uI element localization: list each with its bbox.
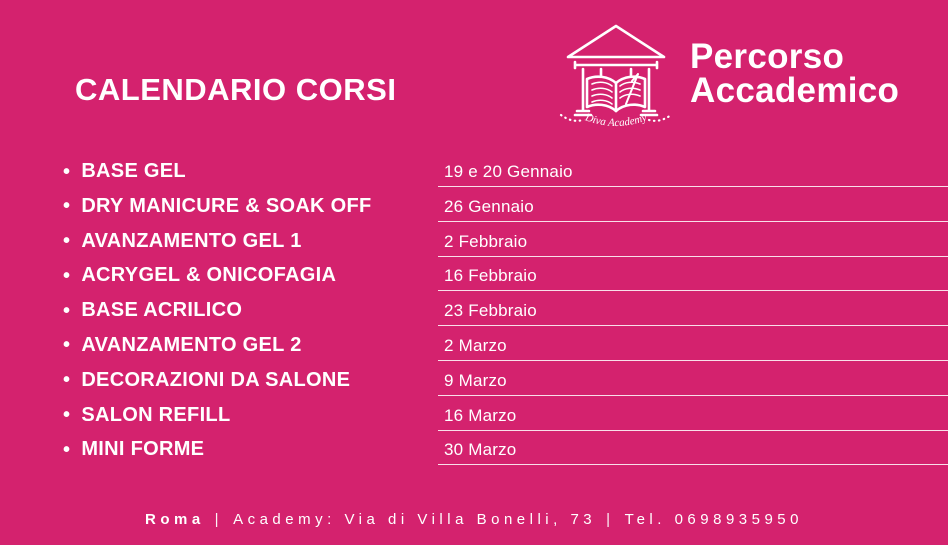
footer-phone: Tel. 0698935950 [624,511,803,528]
course-name-label: MINI FORME [81,438,205,461]
logo-caption-text: Diva Academy [583,111,649,130]
bullet-icon: • [63,299,71,322]
brand-wordmark [690,37,900,110]
course-name [63,260,336,291]
course-name [63,156,186,187]
bullet-icon: • [63,404,71,427]
footer [0,511,948,528]
bullet-icon: • [63,334,71,357]
course-row [63,156,948,191]
course-row [63,260,948,295]
course-name [63,400,230,431]
footer-address: Academy: Via di Villa Bonelli, 73 [233,511,597,528]
course-name [63,434,204,465]
course-name-label: DECORAZIONI DA SALONE [81,368,351,391]
course-name [63,191,372,222]
course-date: 19 e 20 Gennaio [438,158,948,187]
course-row [63,365,948,400]
diva-academy-logo-icon [556,18,676,138]
course-name-label: AVANZAMENTO GEL 1 [81,229,302,252]
course-date: 16 Marzo [438,402,948,431]
brand [556,18,899,138]
course-name-label: ACRYGEL & ONICOFAGIA [81,264,337,287]
logo-roof [568,26,664,57]
course-row [63,226,948,261]
course-date: 26 Gennaio [438,193,948,222]
course-date: 2 Febbraio [438,228,948,257]
page-title: CALENDARIO CORSI [75,72,397,107]
footer-separator: | [606,511,615,528]
course-name-label: DRY MANICURE & SOAK OFF [81,194,372,217]
course-date: 9 Marzo [438,367,948,396]
course-date: 23 Febbraio [438,297,948,326]
logo-beam [575,62,657,68]
course-date: 16 Febbraio [438,262,948,291]
course-row [63,400,948,435]
course-name-label: AVANZAMENTO GEL 2 [81,333,302,356]
bullet-icon: • [63,230,71,253]
bullet-icon: • [63,264,71,287]
course-row [63,330,948,365]
course-row [63,295,948,330]
brand-line-2: Accademico [690,71,900,110]
footer-separator: | [214,511,224,528]
bullet-icon: • [63,160,71,183]
course-name-label: SALON REFILL [81,403,231,426]
bullet-icon: • [63,438,71,461]
course-name-label: BASE ACRILICO [81,299,243,322]
course-name [63,226,302,257]
course-row [63,191,948,226]
course-date: 2 Marzo [438,332,948,361]
bullet-icon: • [63,195,71,218]
bullet-icon: • [63,369,71,392]
footer-city: Roma [144,511,205,528]
course-name [63,330,302,361]
course-list [63,156,948,469]
course-row [63,434,948,469]
course-date: 30 Marzo [438,436,948,465]
course-name [63,295,242,326]
brand-line-1: Percorso [690,37,845,76]
course-name-label: BASE GEL [81,160,186,182]
course-name [63,365,350,396]
